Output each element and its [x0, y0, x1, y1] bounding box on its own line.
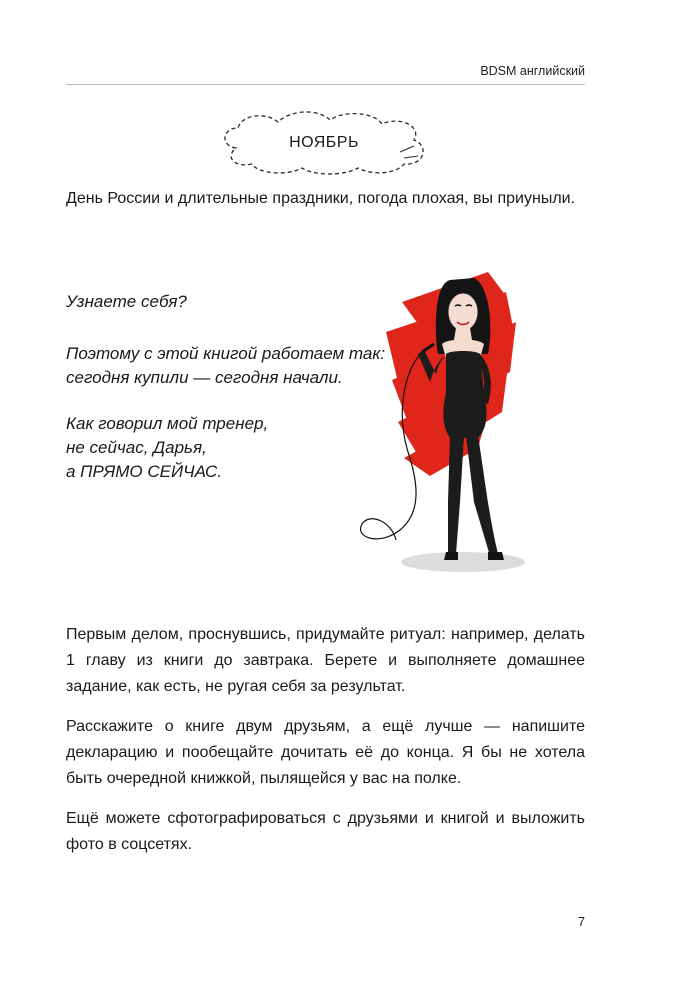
- quote-line-5: не сейчас, Дарья,: [66, 438, 207, 457]
- quote-line-6: а ПРЯМО СЕЙЧАС.: [66, 462, 222, 481]
- page-number: 7: [577, 914, 585, 929]
- quote-line-4: Как говорил мой тренер,: [66, 414, 269, 433]
- header-divider: [66, 84, 585, 85]
- quote-line-1: Узнаете себя?: [66, 292, 187, 311]
- running-head: BDSM английский: [480, 64, 585, 78]
- quote-line-3: сегодня купили — сегодня начали.: [66, 368, 343, 387]
- intro-paragraph: День России и длительные праздники, погода плохая, вы приуныли.: [66, 190, 576, 207]
- paragraph-3: Ещё можете сфотографироваться с друзьями и книгой и выложить фото в соцсетях.: [66, 810, 585, 853]
- section-title: НОЯБРЬ: [289, 134, 359, 151]
- paragraph-2: Расскажите о книге двум друзьям, а ещё лучше — напишите декларацию и пообещайте дочитать её до конца. Я бы не хотела быть очередной книжкой, пылящейся у вас на полке.: [66, 718, 585, 787]
- section-title-cloud: [218, 108, 430, 176]
- paragraph-1: Первым делом, проснувшись, придумайте ритуал: например, делать 1 главу из книги до завтрака. Берете и выполняете домашнее задание, как есть, не ругая себя за результат.: [66, 626, 585, 695]
- woman-with-whip-illustration: [338, 262, 528, 587]
- quote-line-2: Поэтому с этой книгой работаем так:: [66, 344, 386, 363]
